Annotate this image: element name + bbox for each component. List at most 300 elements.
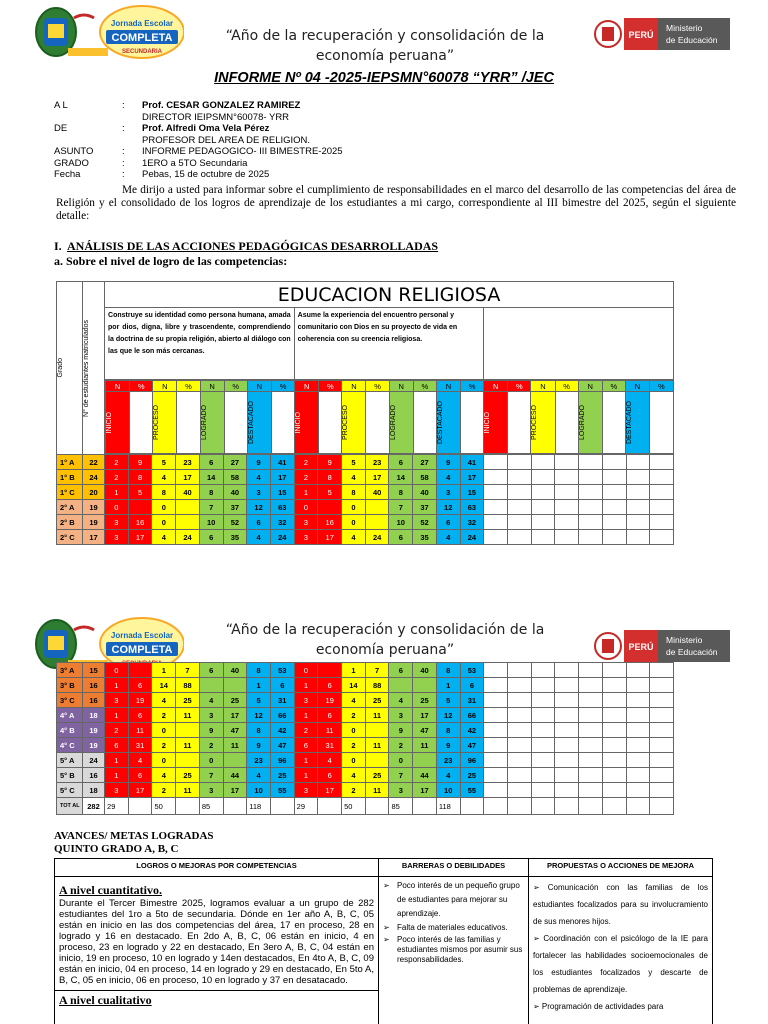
value-cell: 1 — [105, 768, 129, 783]
value-cell: 53 — [460, 663, 484, 678]
value-cell: 6 — [318, 678, 342, 693]
level-header — [342, 392, 366, 454]
report-title: INFORME Nº 04 -2025-IEPSMN°60078 “YRR” /JEC — [214, 70, 554, 86]
value-cell: 4 — [342, 768, 366, 783]
level-label: DESTACADO — [625, 400, 633, 445]
value-cell: 9 — [436, 455, 460, 470]
value-cell: 2 — [105, 723, 129, 738]
value-cell: 6 — [389, 530, 413, 545]
value-cell: 6 — [318, 708, 342, 723]
total-row — [57, 798, 674, 815]
value-cell — [531, 678, 555, 693]
value-cell: 58 — [413, 470, 437, 485]
total-value-cell: 29 — [294, 798, 318, 815]
value-cell: 0 — [294, 663, 318, 678]
table-row — [57, 485, 674, 500]
value-cell — [602, 485, 626, 500]
value-cell — [602, 768, 626, 783]
value-cell: 7 — [389, 500, 413, 515]
meta-key: ASUNTO — [54, 146, 94, 157]
value-cell — [555, 455, 579, 470]
value-cell — [626, 455, 650, 470]
value-cell: 37 — [223, 500, 247, 515]
total-value-cell — [579, 798, 603, 815]
students-cell: 16 — [83, 678, 105, 693]
n-header: N — [531, 381, 555, 392]
proposal-item: ➢ Coordinación con el psicólogo de la IE para fortalecer las habilidades socioemocionales de los estudiantes focalizados y descarte de problemas de aprendizaje. — [533, 934, 708, 994]
pct-header: % — [177, 381, 200, 392]
value-cell: 6 — [199, 530, 223, 545]
value-cell: 25 — [365, 768, 389, 783]
value-cell: 0 — [105, 500, 129, 515]
value-cell — [365, 500, 389, 515]
total-value-cell — [484, 798, 508, 815]
pct-header: % — [271, 381, 294, 392]
value-cell: 5 — [152, 455, 176, 470]
value-cell: 17 — [365, 470, 389, 485]
total-value-cell: 85 — [389, 798, 413, 815]
value-cell — [555, 663, 579, 678]
value-cell: 3 — [436, 485, 460, 500]
value-cell: 10 — [199, 515, 223, 530]
table-row — [57, 663, 674, 678]
value-cell: 15 — [460, 485, 484, 500]
n-header: N — [389, 381, 413, 392]
grado-header — [57, 282, 83, 455]
value-cell — [650, 708, 674, 723]
ministry-logo — [594, 626, 730, 666]
section-heading — [54, 239, 438, 254]
value-cell — [650, 515, 674, 530]
value-cell: 47 — [460, 738, 484, 753]
value-cell: 10 — [247, 783, 271, 798]
value-cell — [555, 470, 579, 485]
total-value-cell — [270, 798, 294, 815]
total-value-cell — [365, 798, 389, 815]
value-cell: 5 — [128, 485, 152, 500]
value-cell: 8 — [318, 470, 342, 485]
value-cell — [507, 783, 531, 798]
value-cell — [650, 470, 674, 485]
svg-text:PERÚ: PERÚ — [628, 30, 654, 40]
value-cell: 40 — [223, 663, 247, 678]
value-cell — [626, 738, 650, 753]
value-cell — [484, 693, 508, 708]
value-cell — [555, 708, 579, 723]
value-cell: 17 — [413, 783, 437, 798]
value-cell — [484, 723, 508, 738]
value-cell — [531, 455, 555, 470]
value-cell: 9 — [436, 738, 460, 753]
value-cell: 8 — [436, 663, 460, 678]
value-cell — [555, 693, 579, 708]
value-cell — [650, 768, 674, 783]
value-cell — [602, 738, 626, 753]
value-cell — [602, 678, 626, 693]
value-cell: 0 — [389, 753, 413, 768]
value-cell: 8 — [247, 723, 271, 738]
value-cell — [223, 753, 247, 768]
value-cell: 16 — [128, 515, 152, 530]
value-cell: 44 — [413, 768, 437, 783]
svg-text:de Educación: de Educación — [666, 647, 718, 657]
value-cell: 0 — [152, 515, 176, 530]
pct-header: % — [602, 381, 625, 392]
table-row — [57, 783, 674, 798]
propuestas-cell — [529, 877, 713, 1024]
value-cell: 66 — [460, 708, 484, 723]
level-spacer — [650, 392, 673, 454]
value-cell — [555, 738, 579, 753]
value-cell — [626, 753, 650, 768]
level-spacer — [461, 392, 484, 454]
value-cell: 4 — [128, 753, 152, 768]
value-cell: 40 — [176, 485, 200, 500]
level-header — [625, 392, 649, 454]
value-cell — [531, 530, 555, 545]
qual-title: A nivel cualitativo — [55, 990, 378, 1008]
students-cell: 16 — [83, 693, 105, 708]
value-cell — [650, 485, 674, 500]
value-cell: 44 — [223, 768, 247, 783]
grade-cell: 3° C — [57, 693, 83, 708]
total-value-cell — [531, 798, 555, 815]
value-cell — [579, 708, 603, 723]
value-cell: 17 — [176, 470, 200, 485]
value-cell: 17 — [460, 470, 484, 485]
value-cell — [579, 678, 603, 693]
value-cell: 63 — [270, 500, 294, 515]
value-cell — [579, 485, 603, 500]
grade-cell: 4° C — [57, 738, 83, 753]
value-cell: 9 — [247, 738, 271, 753]
table-row — [57, 678, 674, 693]
level-label: DESTACADO — [436, 400, 444, 445]
n-header: N — [625, 381, 649, 392]
value-cell: 3 — [294, 515, 318, 530]
value-cell: 1 — [294, 708, 318, 723]
students-cell: 17 — [83, 530, 105, 545]
value-cell: 96 — [460, 753, 484, 768]
value-cell: 2 — [152, 708, 176, 723]
value-cell — [602, 693, 626, 708]
value-cell: 4 — [342, 693, 366, 708]
value-cell: 4 — [389, 693, 413, 708]
table-row — [57, 753, 674, 768]
value-cell: 3 — [294, 693, 318, 708]
proposal-item: ➢ Comunicación con las familias de los estudiantes focalizados para su involucramiento de sus menores hijos. — [533, 883, 708, 926]
value-cell: 14 — [342, 678, 366, 693]
value-cell — [484, 768, 508, 783]
value-cell: 8 — [436, 723, 460, 738]
value-cell: 3 — [199, 708, 223, 723]
value-cell: 53 — [270, 663, 294, 678]
value-cell — [555, 500, 579, 515]
value-cell: 32 — [270, 515, 294, 530]
grade-cell: 3° A — [57, 663, 83, 678]
value-cell — [484, 708, 508, 723]
grade-cell: 5° A — [57, 753, 83, 768]
grade-cell: 5° B — [57, 768, 83, 783]
value-cell: 3 — [105, 693, 129, 708]
value-cell — [602, 500, 626, 515]
total-value-cell — [650, 798, 674, 815]
value-cell — [531, 485, 555, 500]
svg-text:SECUNDARIA: SECUNDARIA — [121, 49, 163, 55]
n-header: N — [153, 381, 177, 392]
value-cell: 4 — [247, 768, 271, 783]
students-cell: 24 — [83, 753, 105, 768]
value-cell — [602, 455, 626, 470]
value-cell — [579, 783, 603, 798]
value-cell: 6 — [128, 678, 152, 693]
value-cell — [484, 485, 508, 500]
value-cell: 6 — [270, 678, 294, 693]
motto — [220, 26, 550, 66]
value-cell: 9 — [247, 455, 271, 470]
level-spacer — [177, 392, 200, 454]
value-cell — [176, 723, 200, 738]
value-cell: 16 — [318, 515, 342, 530]
level-spacer — [319, 392, 342, 454]
table-row — [57, 455, 674, 470]
value-cell — [626, 678, 650, 693]
value-cell: 11 — [176, 738, 200, 753]
value-cell: 25 — [413, 693, 437, 708]
competency-3 — [484, 308, 674, 380]
students-cell: 19 — [83, 723, 105, 738]
pct-header: % — [224, 381, 247, 392]
value-cell — [531, 470, 555, 485]
value-cell — [365, 723, 389, 738]
level-header — [531, 392, 555, 454]
total-value-cell — [413, 798, 437, 815]
value-cell: 23 — [176, 455, 200, 470]
level-label: PROCESO — [153, 404, 161, 440]
value-cell: 3 — [389, 708, 413, 723]
grade-cell: 4° B — [57, 723, 83, 738]
value-cell: 2 — [294, 470, 318, 485]
pct-header: % — [555, 381, 578, 392]
total-value-cell — [318, 798, 342, 815]
value-cell: 25 — [223, 693, 247, 708]
value-cell: 19 — [128, 693, 152, 708]
value-cell: 2 — [294, 455, 318, 470]
value-cell — [199, 678, 223, 693]
value-cell: 0 — [294, 500, 318, 515]
level-header — [295, 392, 319, 454]
pct-header: % — [650, 381, 673, 392]
value-cell: 47 — [223, 723, 247, 738]
value-cell: 0 — [152, 753, 176, 768]
value-cell: 17 — [128, 530, 152, 545]
value-cell — [650, 663, 674, 678]
value-cell — [365, 515, 389, 530]
value-cell — [507, 708, 531, 723]
school-logo — [34, 4, 184, 60]
value-cell: 47 — [270, 738, 294, 753]
value-cell: 32 — [460, 515, 484, 530]
n-header: N — [484, 381, 508, 392]
n-header: N — [200, 381, 224, 392]
value-cell: 5 — [436, 693, 460, 708]
value-cell: 23 — [436, 753, 460, 768]
total-value-cell — [507, 798, 531, 815]
level-header — [389, 392, 413, 454]
value-cell — [602, 783, 626, 798]
intro-paragraph — [56, 184, 736, 223]
value-cell — [579, 738, 603, 753]
value-cell — [531, 723, 555, 738]
value-cell: 66 — [270, 708, 294, 723]
value-cell: 0 — [152, 723, 176, 738]
table-row — [57, 515, 674, 530]
value-cell: 8 — [152, 485, 176, 500]
value-cell: 88 — [176, 678, 200, 693]
value-cell: 6 — [128, 708, 152, 723]
value-cell — [650, 530, 674, 545]
value-cell — [484, 663, 508, 678]
value-cell: 6 — [460, 678, 484, 693]
level-header — [153, 392, 177, 454]
level-spacer — [271, 392, 294, 454]
value-cell: 14 — [152, 678, 176, 693]
svg-text:PERÚ: PERÚ — [628, 642, 654, 652]
value-cell — [223, 678, 247, 693]
total-value-cell — [223, 798, 247, 815]
value-cell: 1 — [294, 485, 318, 500]
value-cell — [507, 455, 531, 470]
value-cell — [531, 708, 555, 723]
pct-header: % — [319, 381, 342, 392]
value-cell: 2 — [342, 708, 366, 723]
value-cell — [484, 470, 508, 485]
level-label: LOGRADO — [578, 404, 586, 440]
value-cell — [602, 515, 626, 530]
value-cell: 63 — [460, 500, 484, 515]
total-label: TOT AL — [57, 798, 83, 815]
value-cell: 25 — [365, 693, 389, 708]
value-cell — [626, 470, 650, 485]
value-cell: 7 — [389, 768, 413, 783]
value-cell: 9 — [128, 455, 152, 470]
value-cell: 2 — [105, 455, 129, 470]
meta-val: 1ERO a 5TO Secundaria — [142, 157, 248, 169]
value-cell: 7 — [365, 663, 389, 678]
value-cell: 52 — [223, 515, 247, 530]
proposal-item: ➢ Programación de actividades para — [533, 1002, 664, 1011]
grade-cell: 5° C — [57, 783, 83, 798]
value-cell: 0 — [342, 500, 366, 515]
table-row — [57, 693, 674, 708]
value-cell: 27 — [223, 455, 247, 470]
value-cell: 58 — [223, 470, 247, 485]
value-cell — [626, 663, 650, 678]
total-value-cell — [128, 798, 152, 815]
value-cell: 23 — [365, 455, 389, 470]
value-cell: 42 — [460, 723, 484, 738]
level-spacer — [413, 392, 436, 454]
value-cell — [484, 530, 508, 545]
value-cell — [626, 500, 650, 515]
value-cell: 17 — [318, 530, 342, 545]
value-cell: 12 — [247, 708, 271, 723]
total-students: 282 — [83, 798, 105, 815]
total-value-cell: 50 — [342, 798, 366, 815]
barreras-cell — [379, 877, 529, 1024]
value-cell: 42 — [270, 723, 294, 738]
grade-cell: 2° C — [57, 530, 83, 545]
achievements-table — [54, 858, 713, 1024]
value-cell — [507, 723, 531, 738]
quant-title: A nivel cuantitativo. — [59, 883, 163, 897]
value-cell: 9 — [389, 723, 413, 738]
value-cell: 12 — [247, 500, 271, 515]
value-cell: 8 — [389, 485, 413, 500]
value-cell — [318, 663, 342, 678]
value-cell — [365, 753, 389, 768]
value-cell: 4 — [152, 693, 176, 708]
value-cell — [507, 738, 531, 753]
value-cell — [602, 530, 626, 545]
value-cell: 4 — [247, 470, 271, 485]
level-label: LOGRADO — [389, 404, 397, 440]
level-label: LOGRADO — [200, 404, 208, 440]
svg-text:Jornada Escolar: Jornada Escolar — [110, 19, 174, 28]
value-cell: 12 — [436, 500, 460, 515]
meta-val2: DIRECTOR IEIPSMN°60078- YRR — [142, 111, 290, 123]
memo-header: A L : Prof. CESAR GONZALEZ RAMIREZ DIRECTOR IEIPSMN°60078- YRR DE : Prof. Alfredi Oma Vela Pérez PROFESOR DEL AREA DE RELIGION. ASUNTO : INFORME PEDAGOGICO- III BIMESTRE-2025 GRADO : 1ERO a 5TO Secundaria Fecha : Pebas, 15 de octubre de 2025 — [54, 100, 343, 180]
table-row — [57, 723, 674, 738]
value-cell: 2 — [152, 783, 176, 798]
value-cell — [555, 485, 579, 500]
value-cell: 6 — [294, 738, 318, 753]
value-cell: 2 — [389, 738, 413, 753]
value-cell: 40 — [413, 663, 437, 678]
grade-cell: 2° A — [57, 500, 83, 515]
value-cell: 24 — [270, 530, 294, 545]
level-header — [484, 392, 508, 454]
value-cell: 4 — [436, 530, 460, 545]
meta-val: Pebas, 15 de octubre de 2025 — [142, 169, 270, 180]
value-cell — [507, 693, 531, 708]
value-cell: 4 — [342, 530, 366, 545]
value-cell — [579, 723, 603, 738]
section-title: ANÁLISIS DE LAS ACCIONES PEDAGÓGICAS DESARROLLADAS — [67, 239, 439, 253]
value-cell: 1 — [294, 768, 318, 783]
value-cell: 14 — [389, 470, 413, 485]
value-cell — [579, 515, 603, 530]
level-header — [247, 392, 271, 454]
value-cell — [176, 515, 200, 530]
value-cell — [484, 753, 508, 768]
value-cell — [579, 530, 603, 545]
total-value-cell: 29 — [105, 798, 129, 815]
value-cell: 1 — [105, 485, 129, 500]
students-cell: 18 — [83, 708, 105, 723]
value-cell — [650, 783, 674, 798]
value-cell: 24 — [365, 530, 389, 545]
value-cell — [484, 500, 508, 515]
students-cell: 18 — [83, 783, 105, 798]
value-cell: 4 — [199, 693, 223, 708]
value-cell — [484, 455, 508, 470]
students-cell: 16 — [83, 768, 105, 783]
quant-text: Durante el Tercer Bimestre 2025, logramos evaluar a un grupo de 282 estudiantes del 1ro a 5to de secundaria. Dónde en 1er año A, B, C, 05 están en inicio en las dos competencias del área, 17 en proceso, 28 en logrado y 16 en destacado. En 2do A, B, C, 06 están en inicio, 4 en proceso, 23 en logrado y 22 en destacado, En 3ero A, B, C, 04 están en inicio, 19 en proceso, 10 en logrado y 14en destacados, En 4to A, B, C, 09 están en inicio, 04 en proceso, 14 en logrado y 29 en destacado, En 5to A, B, C, 05 en inicio, 06 en proceso, 10 en logrado y 37 en desatacado. — [59, 898, 374, 986]
value-cell — [507, 768, 531, 783]
value-cell: 24 — [460, 530, 484, 545]
value-cell — [507, 530, 531, 545]
